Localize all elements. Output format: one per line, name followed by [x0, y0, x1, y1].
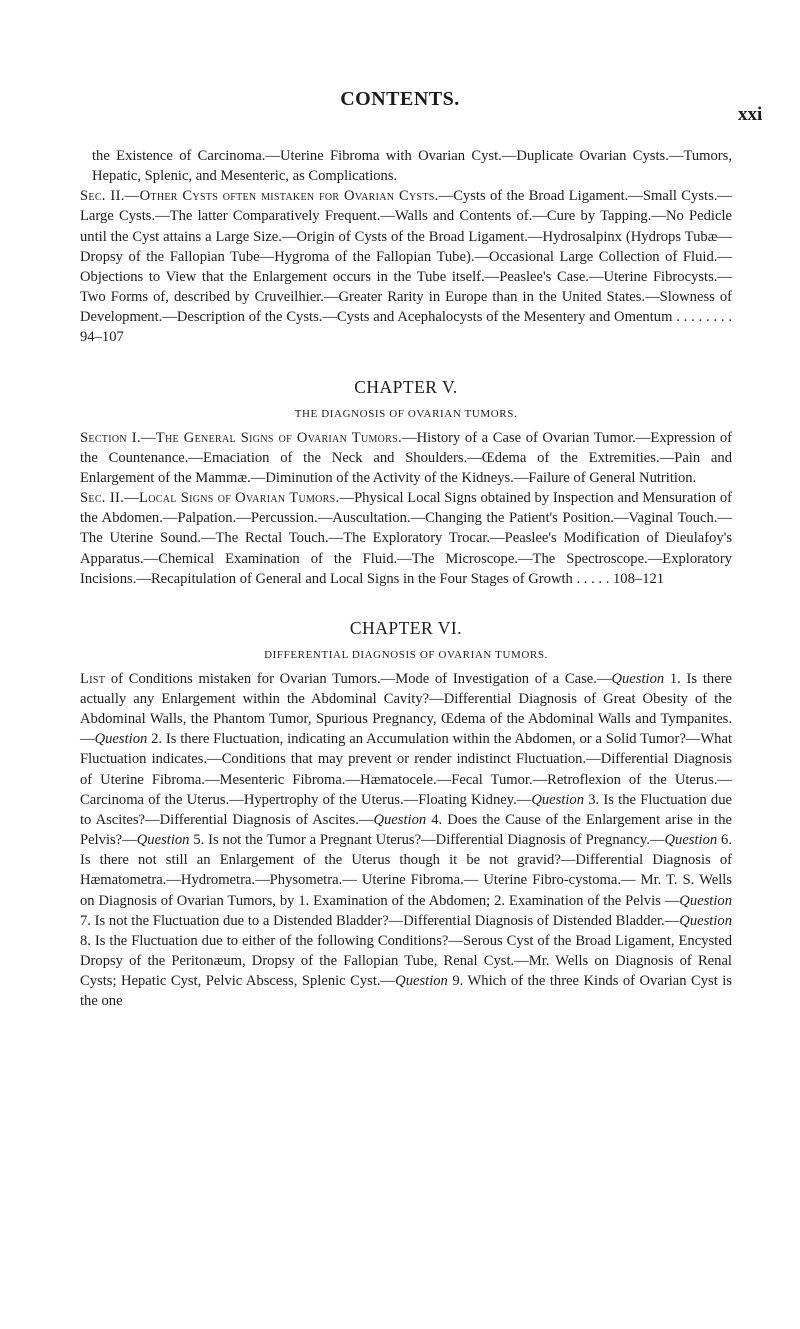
- running-head: CONTENTS.: [340, 88, 460, 110]
- section-label: Section I.—: [80, 429, 156, 446]
- entry-text: 7. Is not the Fluctuation due to a Distended Bladder?—Differential Diagnosis of Distended Bladder.—: [80, 912, 680, 929]
- entry-text: 8. Is the Fluctuation due to either of the following Conditions?—Serous Cyst of the Broad Ligament, Encysted Dropsy of the Peritonæum, Dropsy of the Fallopian Tube, Renal Cyst.—Mr. Wells on Diagnosis of Renal Cysts; Hepatic Cyst, Pelvic Abscess, Splenic Cyst.—: [80, 932, 732, 990]
- question-label: Question: [611, 670, 665, 687]
- dot-leaders: . . . . .: [572, 570, 613, 587]
- entry-text: 5. Is not the Tumor a Pregnant Uterus?—Differential Diagnosis of Pregnancy.—: [189, 832, 665, 849]
- carryover-paragraph: [80, 146, 732, 186]
- section-entry-ch5-sec2: [80, 488, 732, 589]
- page-range: 94–107: [80, 329, 124, 346]
- section-text: —History of a Case of Ovarian Tumor.—Expression of the Countenance.—Emaciation of the Neck and Shoulders.—Œdema of the Extremities.—Pain and Enlargement of the Mammæ.—Diminution of the Activity of the Kidneys.—Failure of General Nutrition.: [80, 429, 732, 486]
- chapter-subtitle-vi: DIFFERENTIAL DIAGNOSIS OF OVARIAN TUMORS.: [264, 648, 548, 661]
- page-number: xxi: [738, 104, 763, 125]
- section-title: Other Cysts often mistaken for Ovarian Cysts.: [139, 188, 439, 205]
- entry-text: 6. Is there not still an Enlargement of the Uterus though it be not gravid?—Differential Diagnosis of Hæmatometra.—Hydrometra.—Physometra.— Uterine Fibroma.— Uterine Fibro-cystoma.— Mr. T. S. Wells on Diagnosis of Ovarian Tumors, by 1. Examination of the Abdomen; 2. Examination of the Pelvis —: [80, 832, 733, 909]
- section-entry-ch5-sec1: [80, 428, 732, 488]
- section-entry-ch4-sec2: [80, 186, 732, 347]
- section-title: Local Signs of Ovarian Tumors.: [138, 490, 340, 507]
- question-label: Question: [395, 973, 448, 990]
- question-label: Question: [373, 811, 427, 828]
- section-title: The General Signs of Ovarian Tumors.: [155, 429, 402, 446]
- entry-text: 3. Is the Fluctuation due to Ascites?—Differential Diagnosis of Ascites.—: [80, 791, 732, 828]
- section-label: Sec. II.—: [80, 188, 140, 205]
- entry-text: 9. Which of the three Kinds of Ovarian Cyst is the one: [80, 973, 732, 1010]
- question-label: Question: [679, 892, 732, 909]
- question-label: Question: [531, 791, 585, 808]
- entry-text: 2. Is there Fluctuation, indicating an Accumulation within the Abdomen, or a Solid Tumor?—What Fluctuation indicates.—Conditions that may prevent or render indistinct Fluctuation.—Differential Diagnosis of Uterine Fibroma.—Mesenteric Fibroma.—Hæmatocele.—Fecal Tumor.—Retroflexion of the Uterus.—Carcinoma of the Uterus.—Hypertrophy of the Uterus.—Floating Kidney.—: [80, 731, 732, 808]
- question-label: Question: [136, 832, 190, 849]
- entry-text: of Conditions mistaken for Ovarian Tumors.—Mode of Investigation of a Case.—: [105, 670, 612, 687]
- chapter-subtitle-v: THE DIAGNOSIS OF OVARIAN TUMORS.: [294, 407, 518, 420]
- list-label: List: [80, 670, 106, 687]
- entry-text: 4. Does the Cause of the Enlargement arise in the Pelvis?—: [80, 811, 732, 849]
- question-label: Question: [94, 731, 148, 748]
- chapter-heading-vi: CHAPTER VI.: [349, 617, 463, 638]
- entry-text: 1. Is there actually any Enlargement within the Abdominal Cavity?—Differential Diagnosis of Great Obesity of the Abdominal Walls, the Phantom Tumor, Spurious Pregnancy, Œdema of the Abdominal Walls and Tympanites.—: [80, 670, 732, 748]
- question-label: Question: [679, 912, 732, 929]
- chapter-heading-v: CHAPTER V.: [354, 376, 458, 397]
- question-label: Question: [664, 832, 718, 849]
- page-range: 108–121: [613, 570, 665, 587]
- list-entry-ch6: [80, 669, 732, 1012]
- contents-body: [80, 146, 732, 1011]
- section-text: —Cysts of the Broad Ligament.—Small Cysts.—Large Cysts.—The latter Comparatively Frequent.—Walls and Contents of.—Cure by Tapping.—No Pedicle until the Cyst attains a Large Size.—Origin of Cysts of the Broad Ligament.—Hydrosalpinx (Hydrops Tubæ—Dropsy of the Fallopian Tube—Hygroma of the Fallopian Tube).—Occasional Large Collection of Fluid.—Objections to View that the Enlargement occurs in the Tube itself.—Peaslee's Case.—Uterine Fibrocysts.—Two Forms of, described by Cruveilhier.—Greater Rarity in Europe than in the United States.—Slowness of Development.—Description of the Cysts.—Cysts and Acephalocysts of the Mesentery and Omentum: [80, 188, 732, 326]
- carryover-text: the Existence of Carcinoma.—Uterine Fibroma with Ovarian Cyst.—Duplicate Ovarian Cysts.—Tumors, Hepatic, Splenic, and Mesenteric, as Complications.: [92, 148, 732, 185]
- dot-leaders: . . . . . . . .: [672, 309, 732, 326]
- section-text: —Physical Local Signs obtained by Inspection and Mensuration of the Abdomen.—Palpation.—Percussion.—Auscultation.—Changing the Patient's Position.—Vaginal Touch.—The Uterine Sound.—The Rectal Touch.—The Exploratory Trocar.—Peaslee's Modification of Dieulafoy's Apparatus.—Chemical Examination of the Fluid.—The Microscope.—The Spectroscope.—Exploratory Incisions.—Recapitulation of General and Local Signs in the Four Stages of Growth: [80, 490, 733, 587]
- section-label: Sec. II.—: [80, 490, 139, 507]
